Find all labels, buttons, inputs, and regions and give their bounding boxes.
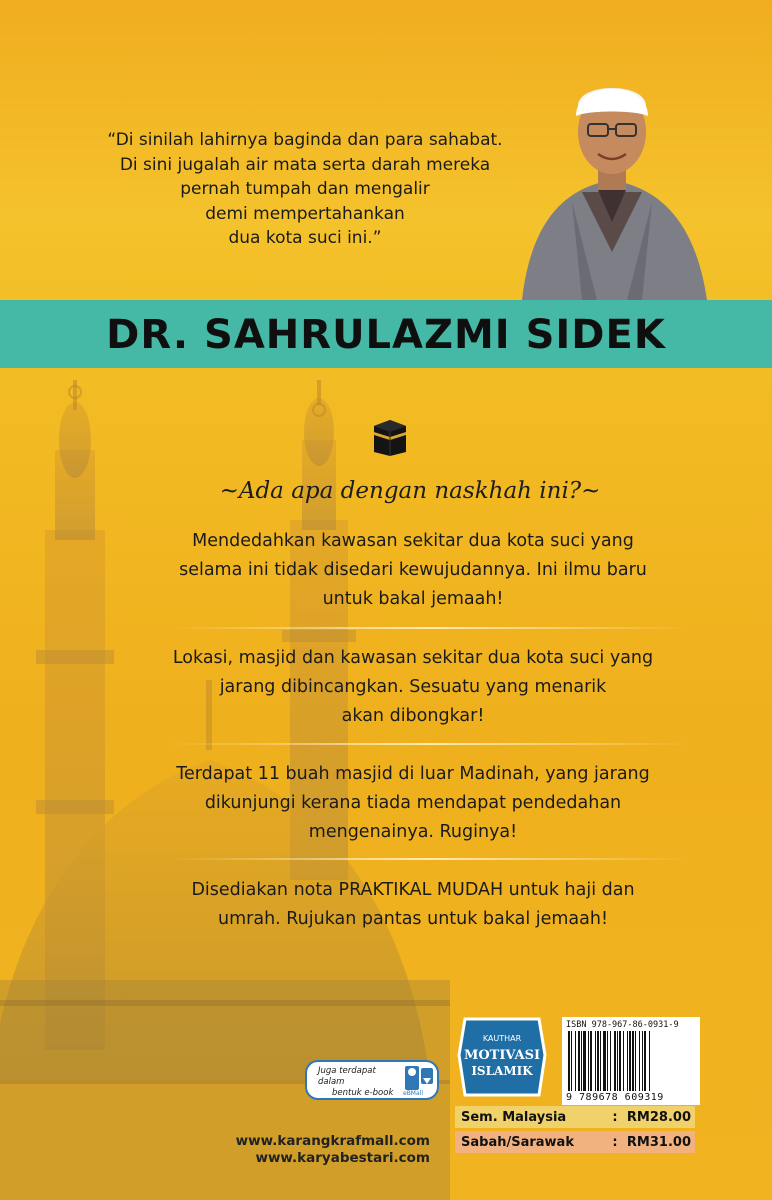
paragraph-line: untuk bakal jemaah! <box>322 589 504 609</box>
price-amount: RM28.00 <box>626 1109 691 1125</box>
divider <box>170 743 690 745</box>
quote-line: “Di sinilah lahirnya baginda dan para sahabat. <box>107 130 503 150</box>
ebook-line: Juga terdapat dalam <box>318 1066 376 1087</box>
paragraph-line: umrah. Rujukan pantas untuk bakal jemaah! <box>218 909 608 929</box>
quote-line: dua kota suci ini.” <box>228 228 382 248</box>
paragraph-line: akan dibongkar! <box>341 706 485 726</box>
paragraph-line: dikunjungi kerana tiada mendapat pendedahan <box>204 793 622 813</box>
divider <box>170 858 690 860</box>
isbn-text: ISBN 978-967-86-0931-9 <box>566 1020 679 1030</box>
quote-line: Di sini jugalah air mata serta darah mereka <box>119 154 491 175</box>
badge-line-1: KAUTHAR <box>482 1034 522 1043</box>
divider <box>170 627 690 629</box>
paragraph-line: Terdapat 11 buah masjid di luar Madinah, yang jarang <box>176 764 650 784</box>
publisher-links <box>218 1133 430 1167</box>
kaaba-icon <box>370 416 410 456</box>
blurb-paragraph-3 <box>86 760 740 847</box>
price-separator: : <box>612 1109 618 1125</box>
ebook-store-label: eBMall <box>403 1090 423 1097</box>
quote-line: demi mempertahankan <box>205 203 405 224</box>
quote-line: pernah tumpah dan mengalir <box>180 179 430 199</box>
paragraph-line: mengenainya. Ruginya! <box>308 822 518 842</box>
ebook-line: bentuk e-book <box>332 1088 394 1098</box>
paragraph-line: jarang dibincangkan. Sesuatu yang menarik <box>219 677 607 697</box>
paragraph-line: selama ini tidak disedari kewujudannya. Ini ilmu baru <box>179 560 647 580</box>
price-region: Sem. Malaysia <box>461 1109 567 1125</box>
price-row <box>455 1131 695 1153</box>
paragraph-line: Mendedahkan kawasan sekitar dua kota suci yang <box>192 531 634 551</box>
badge-line-2: MOTIVASI <box>463 1048 541 1063</box>
author-quote <box>60 128 550 251</box>
author-name: DR. SAHRULAZMI SIDEK <box>106 312 666 358</box>
price-region: Sabah/Sarawak <box>461 1134 574 1150</box>
paragraph-line: Lokasi, masjid dan kawasan sekitar dua kota suci yang <box>172 648 654 668</box>
price-row <box>455 1106 695 1128</box>
price-table <box>455 1106 695 1153</box>
blurb-paragraph-2 <box>86 644 740 731</box>
price-amount: RM31.00 <box>626 1134 691 1150</box>
ebook-text <box>318 1066 404 1099</box>
paragraph-line: Disediakan nota PRAKTIKAL MUDAH untuk haji dan <box>191 880 635 900</box>
blurb-paragraph-4 <box>86 876 740 934</box>
barcode-number: 9 789678 609319 <box>566 1092 664 1103</box>
blurb-paragraph-1 <box>86 527 740 614</box>
website-link[interactable]: www.karangkrafmall.com <box>235 1133 430 1149</box>
section-title: ~Ada apa dengan naskhah ini?~ <box>219 478 601 504</box>
author-photo <box>512 62 712 300</box>
badge-line-3: ISLAMIK <box>471 1064 533 1078</box>
website-link[interactable]: www.karyabestari.com <box>255 1150 430 1166</box>
publisher-badge <box>455 1015 549 1099</box>
price-separator: : <box>612 1134 618 1150</box>
